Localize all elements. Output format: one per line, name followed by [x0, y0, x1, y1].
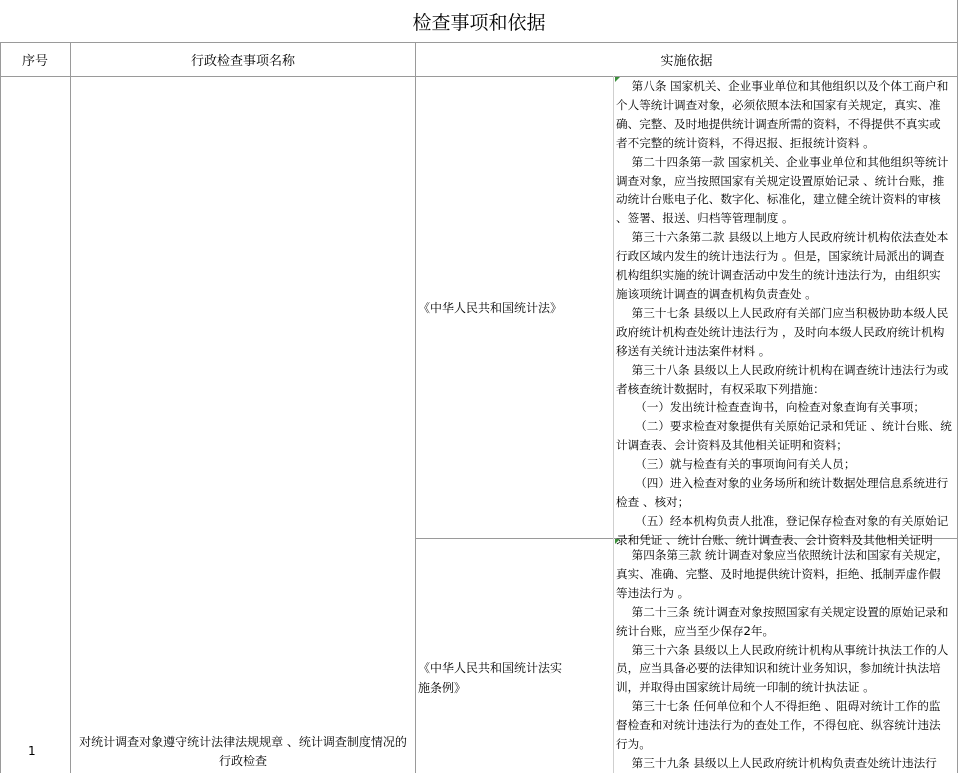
comment-marker: [615, 539, 620, 544]
basis-paragraph: 第三十八条 县级以上人民政府统计机构在调查统计违法行为或者核查统计数据时，有权采取下列措施：: [616, 362, 949, 396]
row-seq-cell[interactable]: 1: [28, 744, 36, 758]
basis-paragraph: 第三十六条第二款 县级以上地方人民政府统计机构依法查处本行政区域内发生的统计违法行为 。但是，国家统计局派出的调查机构组织实施的统计调查活动中发生的统计违法行为，由组织实施该项统计调查的调查机构负责查处 。: [616, 230, 949, 301]
grid-line: [70, 42, 71, 773]
header-basis[interactable]: 实施依据: [660, 54, 713, 69]
basis-paragraph: 第二十三条 统计调查对象按照国家有关规定设置的原始记录和统计台账，应当至少保存2年。: [616, 604, 949, 638]
basis-paragraph: 第二十四条第一款 国家机关、企业事业单位和其他组织等统计调查对象，应当按照国家有关规定设置原始记录 、统计台账，推动统计台账电子化、数字化、标准化，建立健全统计资料的审核 、签署、报送、归档等管理制度 。: [616, 154, 949, 226]
grid-line: [415, 42, 416, 773]
basis-paragraph: 第三十七条 县级以上人民政府有关部门应当积极协助本级人民政府统计机构查处统计违法行为 ，及时向本级人民政府统计机构移送有关统计违法案件材料 。: [616, 305, 949, 358]
basis-paragraph: 第八条 国家机关、企业事业单位和其他组织以及个体工商户和个人等统计调查对象，必须依照本法和国家有关规定，真实、准确、完整、及时地提供统计调查所需的资料，不得提供不真实或者不完整的统计资料，不得迟报、拒报统计资料 。: [616, 79, 949, 150]
basis-paragraph: 第三十九条 县级以上人民政府统计机构负责查处统计违法行: [631, 755, 937, 770]
basis-paragraph: 第四条第三款 统计调查对象应当依照统计法和国家有关规定，真实、准确、完整、及时地提供统计资料，拒绝、抵制弄虚作假等违法行为 。: [616, 548, 949, 600]
law-name-cell[interactable]: 《中华人民共和国统计法》: [418, 301, 563, 315]
header-seq[interactable]: 序号: [21, 54, 48, 69]
header-item-name[interactable]: 行政检查事项名称: [190, 54, 295, 69]
basis-paragraph: 第三十七条 任何单位和个人不得拒绝 、阻碍对统计工作的监督检查和对统计违法行为的查处工作，不得包庇、纵容统计违法行为。: [616, 699, 941, 752]
basis-paragraph: （二）要求检查对象提供有关原始记录和凭证 、统计台账、统计调查表、会计资料及其他相关证明和资料；: [616, 419, 952, 453]
basis-text-cell[interactable]: [616, 77, 952, 547]
sheet-title: 检查事项和依据: [412, 11, 546, 34]
grid-line: [0, 42, 1, 773]
row-item-name-cell[interactable]: 对统计调查对象遵守统计法律法规规章 、统计调查制度情况的行政检查: [79, 735, 407, 768]
basis-text-cell[interactable]: [616, 546, 952, 773]
basis-paragraph: （五）经本机构负责人批准，登记保存检查对象的有关原始记录和凭证 、统计台账、统计调查表、会计资料及其他相关证明: [616, 513, 949, 547]
basis-paragraph: （三）就与检查有关的事项询问有关人员；: [635, 457, 856, 472]
grid-line: [613, 76, 614, 773]
basis-paragraph: （一）发出统计检查查询书，向检查对象查询有关事项；: [635, 400, 925, 415]
law-name-cell[interactable]: 《中华人民共和国统计法实施条例》: [418, 661, 563, 695]
basis-paragraph: （四）进入检查对象的业务场所和统计数据处理信息系统进行检查 、核对；: [616, 476, 949, 509]
grid-line: [957, 0, 958, 773]
basis-paragraph: 第三十六条 县级以上人民政府统计机构从事统计执法工作的人员，应当具备必要的法律知识和统计业务知识，参加统计执法培训，并取得由国家统计局统一印制的统计执法证 。: [616, 642, 949, 695]
